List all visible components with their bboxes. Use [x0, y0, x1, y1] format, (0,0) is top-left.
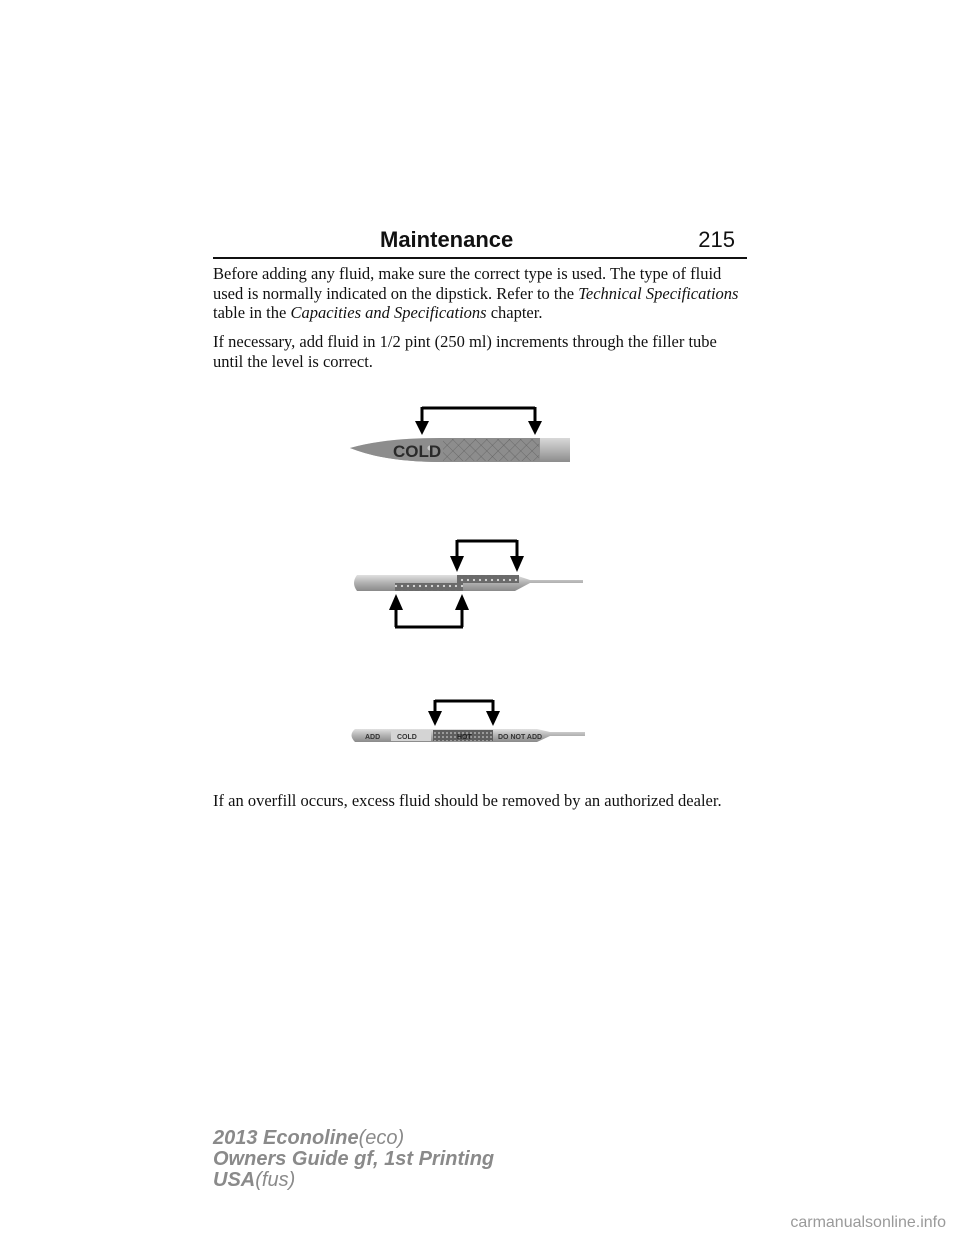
arrow-down-icon: [415, 421, 429, 435]
dipstick-cold-label: COLD: [397, 734, 417, 741]
arrow-down-icon: [486, 711, 500, 726]
footer-model-code: (eco): [358, 1127, 405, 1149]
dipstick-cold-label: COLD: [393, 442, 442, 461]
dipstick-do-not-add-label: DO NOT ADD: [498, 734, 543, 741]
dipstick-add-hot-illustration: [345, 695, 590, 755]
paragraph-text: chapter.: [486, 303, 543, 322]
arrow-down-icon: [510, 556, 524, 572]
header-divider: [213, 257, 747, 259]
paragraph-overfill: If an overfill occurs, excess fluid should be removed by an authorized dealer.: [213, 791, 722, 810]
footer-market: USA: [213, 1169, 256, 1191]
arrow-down-icon: [528, 421, 542, 435]
capacities-chapter-reference: Capacities and Specifications: [290, 303, 487, 322]
technical-specifications-reference: Technical Specifications: [578, 283, 739, 303]
paragraph-add-fluid: If necessary, add fluid in 1/2 pint (250 ml) increments through the filler tube until the level is correct.: [213, 332, 717, 371]
footer-model: 2013 Econoline: [213, 1127, 359, 1149]
document-footer: [213, 1128, 494, 1191]
arrow-down-icon: [450, 556, 464, 572]
paragraph-text: table in the: [213, 303, 291, 322]
dipstick-hot-label: HOT: [457, 734, 472, 741]
dipstick-hatched-illustration: [345, 535, 590, 635]
dipstick-add-label: ADD: [365, 734, 381, 741]
paragraph-fluid-type: [213, 264, 747, 323]
footer-edition: Owners Guide gf, 1st Printing: [213, 1148, 495, 1170]
page-number: 215: [698, 227, 735, 252]
arrow-up-icon: [455, 594, 469, 610]
paragraph-text: Before adding any fluid, make sure the correct type is used. The type of fluid used is normally indicated on the dipstick. Refer to the: [213, 264, 722, 303]
section-title: Maintenance: [380, 227, 514, 252]
dipstick-cold-illustration: [345, 400, 580, 470]
footer-market-code: (fus): [255, 1169, 296, 1191]
site-watermark: carmanualsonline.info: [790, 1214, 946, 1231]
arrow-down-icon: [428, 711, 442, 726]
arrow-up-icon: [389, 594, 403, 610]
